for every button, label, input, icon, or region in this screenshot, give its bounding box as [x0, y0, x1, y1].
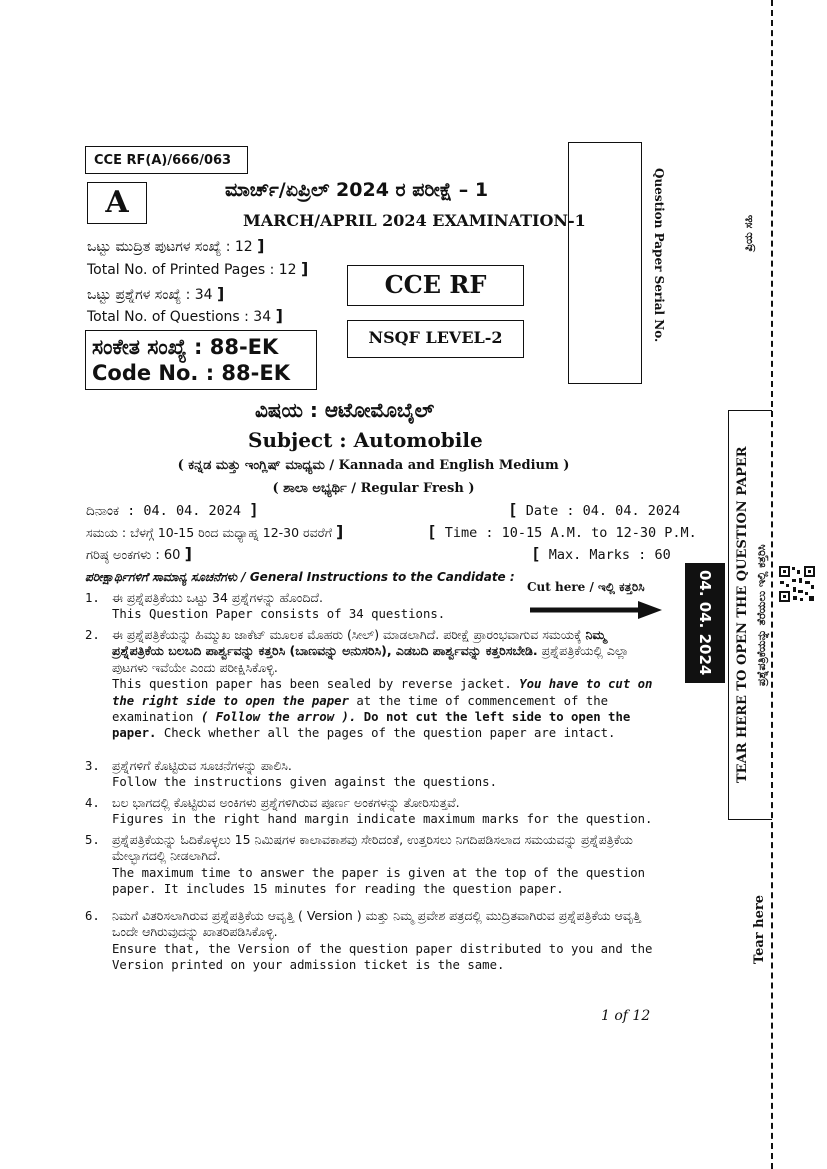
printed-pages-english: Total No. of Printed Pages : 12 ]	[87, 259, 309, 278]
date-kannada: ದಿನಾಂಕ : 04. 04. 2024 ]	[86, 500, 259, 519]
time-english: [ Time : 10-15 A.M. to 12-30 P.M.	[427, 522, 697, 541]
instruction-2: 2. ಈ ಪ್ರಶ್ನೆಪತ್ರಿಕೆಯನ್ನು ಹಿಮ್ಮುಖ ಜಾಕೆಟ್ ಮೂಲಕ ಮೊಹರು (ಸೀಲ್) ಮಾಡಲಾಗಿದೆ. ಪರೀಕ್ಷೆ ಪ್ರಾರಂಭವಾಗುವ ಸಮಯಕ್ಕೆ ನಿಮ್ಮ ಪ್ರಶ್ನೆಪತ್ರಿಕೆಯ ಬಲಬದಿ ಪಾರ್ಶ್ವವನ್ನು ಕತ್ತರಿಸಿ (ಬಾಣವನ್ನು ಅನುಸರಿಸಿ), ಎಡಬದಿ ಪಾರ್ಶ್ವವನ್ನು ಕತ್ತರಿಸಬೇಡಿ. ಪ್ರಶ್ನೆಪತ್ರಿಕೆಯಲ್ಲಿ ಎಲ್ಲಾ ಪುಟಗಳು ಇವೆಯೇ ಎಂದು ಪರೀಕ್ಷಿಸಿಕೊಳ್ಳಿ. This question paper has been sealed by reverse jacket. You have to cut on the right side to open the paper at the time of commencement of the examination ( Follow the arrow ). Do not cut the left side to open the paper. Check whether all the pages of the question paper are intact.	[85, 627, 653, 741]
instruction-3: 3. ಪ್ರಶ್ನೆಗಳಿಗೆ ಕೊಟ್ಟಿರುವ ಸೂಚನೆಗಳನ್ನು ಪಾಲಿಸಿ. Follow the instructions given against the questions.	[85, 758, 497, 790]
code-number-english: Code No. : 88-EK	[92, 361, 290, 385]
tear-here-label: Tear here	[752, 895, 767, 965]
qr-code-icon	[778, 565, 816, 603]
signature-label: ಪ್ರಿಯ ಸಹಿ	[742, 215, 755, 252]
instruction-1: 1. ಈ ಪ್ರಶ್ನೆಪತ್ರಿಕೆಯು ಒಟ್ಟು 34 ಪ್ರಶ್ನೆಗಳನ್ನು ಹೊಂದಿದೆ. This Question Paper consists of 34 questions.	[85, 590, 446, 622]
instruction-4: 4. ಬಲ ಭಾಗದಲ್ಲಿ ಕೊಟ್ಟಿರುವ ಅಂಕಿಗಳು ಪ್ರಶ್ನೆಗಳಿಗಿರುವ ಪೂರ್ಣ ಅಂಕಗಳನ್ನು ತೋರಿಸುತ್ತವೆ. Figures in the right hand margin indicate maximum marks for the question.	[85, 795, 653, 827]
cce-rf-box: CCE RF	[347, 265, 524, 306]
candidate-type: ( ಶಾಲಾ ಅಭ್ಯರ್ಥಿ / Regular Fresh )	[272, 481, 475, 496]
time-kannada: ಸಮಯ : ಬೆಳಗ್ಗೆ 10-15 ರಿಂದ ಮಧ್ಯಾಹ್ನ 12-30 ರವರೆಗೆ ]	[86, 522, 344, 541]
max-marks-kannada: ಗರಿಷ್ಠ ಅಂಕಗಳು : 60 ]	[86, 544, 192, 563]
code-reference: CCE RF(A)/666/063	[85, 146, 248, 174]
subject-kannada: ವಿಷಯ : ಆಟೋಮೊಬೈಲ್	[255, 398, 435, 422]
version-badge: A	[87, 182, 147, 224]
cut-here-label: Cut here / ಇಲ್ಲಿ ಕತ್ತರಿಸಿ	[527, 580, 645, 594]
medium-line: ( ಕನ್ನಡ ಮತ್ತು ಇಂಗ್ಲಿಷ್ ಮಾಧ್ಯಮ / Kannada and English Medium )	[177, 458, 570, 473]
subject-english: Subject : Automobile	[248, 428, 483, 452]
code-number-kannada: ಸಂಕೇತ ಸಂಖ್ಯೆ : 88-EK	[92, 335, 279, 359]
nsqf-level-box: NSQF LEVEL-2	[347, 320, 524, 358]
instructions-heading: ಪರೀಕ್ಷಾರ್ಥಿಗಳಿಗೆ ಸಾಮಾನ್ಯ ಸೂಚನೆಗಳು / General Instructions to the Candidate :	[85, 570, 515, 584]
exam-title-kannada: ಮಾರ್ಚ್/ಏಪ್ರಿಲ್ 2024 ರ ಪರೀಕ್ಷೆ – 1	[225, 179, 489, 201]
tear-instruction-english: TEAR HERE TO OPEN THE QUESTION PAPER	[735, 446, 750, 784]
exam-date-tab: 04. 04. 2024	[685, 563, 725, 683]
questions-count-kannada: ಒಟ್ಟು ಪ್ರಶ್ನೆಗಳ ಸಂಖ್ಯೆ : 34 ]	[87, 284, 225, 303]
tear-instruction-kannada: ಪ್ರಶ್ನೆಪತ್ರಿಕೆಯನ್ನು ತೆರೆಯಲು ಇಲ್ಲಿ ಕತ್ತರಿಸಿ	[755, 544, 768, 686]
instruction-6: 6. ನಿಮಗೆ ವಿತರಿಸಲಾಗಿರುವ ಪ್ರಶ್ನೆಪತ್ರಿಕೆಯ ಆವೃತ್ತಿ ( Version ) ಮತ್ತು ನಿಮ್ಮ ಪ್ರವೇಶ ಪತ್ರದಲ್ಲಿ ಮುದ್ರಿತವಾಗಿರುವ ಪ್ರಶ್ನೆಪತ್ರಿಕೆಯ ಆವೃತ್ತಿ ಒಂದೇ ಆಗಿರುವುದನ್ನು ಖಾತರಿಪಡಿಸಿಕೊಳ್ಳಿ. Ensure that, the Version of the question paper distributed to you and the Version printed on your admission ticket is the same.	[85, 908, 653, 973]
date-english: [ Date : 04. 04. 2024	[508, 500, 681, 519]
instruction-5: 5. ಪ್ರಶ್ನೆಪತ್ರಿಕೆಯನ್ನು ಓದಿಕೊಳ್ಳಲು 15 ನಿಮಿಷಗಳ ಕಾಲಾವಕಾಶವು ಸೇರಿದಂತೆ, ಉತ್ತರಿಸಲು ನಿಗದಿಪಡಿಸಲಾದ ಸಮಯವನ್ನು ಪ್ರಶ್ನೆಪತ್ರಿಕೆಯ ಮೇಲ್ಭಾಗದಲ್ಲಿ ನೀಡಲಾಗಿದೆ. The maximum time to answer the paper is given at the top of the question paper. It includes 15 minutes for reading the question paper.	[85, 832, 646, 897]
exam-title-english: MARCH/APRIL 2024 EXAMINATION-1	[243, 211, 586, 230]
page-number: 1 of 12	[601, 1008, 651, 1024]
questions-count-english: Total No. of Questions : 34 ]	[87, 306, 283, 325]
printed-pages-kannada: ಒಟ್ಟು ಮುದ್ರಿತ ಪುಟಗಳ ಸಂಖ್ಯೆ : 12 ]	[87, 236, 265, 255]
serial-number-box[interactable]	[568, 142, 642, 384]
serial-number-label: Question Paper Serial No.	[652, 168, 666, 343]
code-number-box	[85, 330, 317, 390]
max-marks-english: [ Max. Marks : 60	[531, 544, 671, 563]
